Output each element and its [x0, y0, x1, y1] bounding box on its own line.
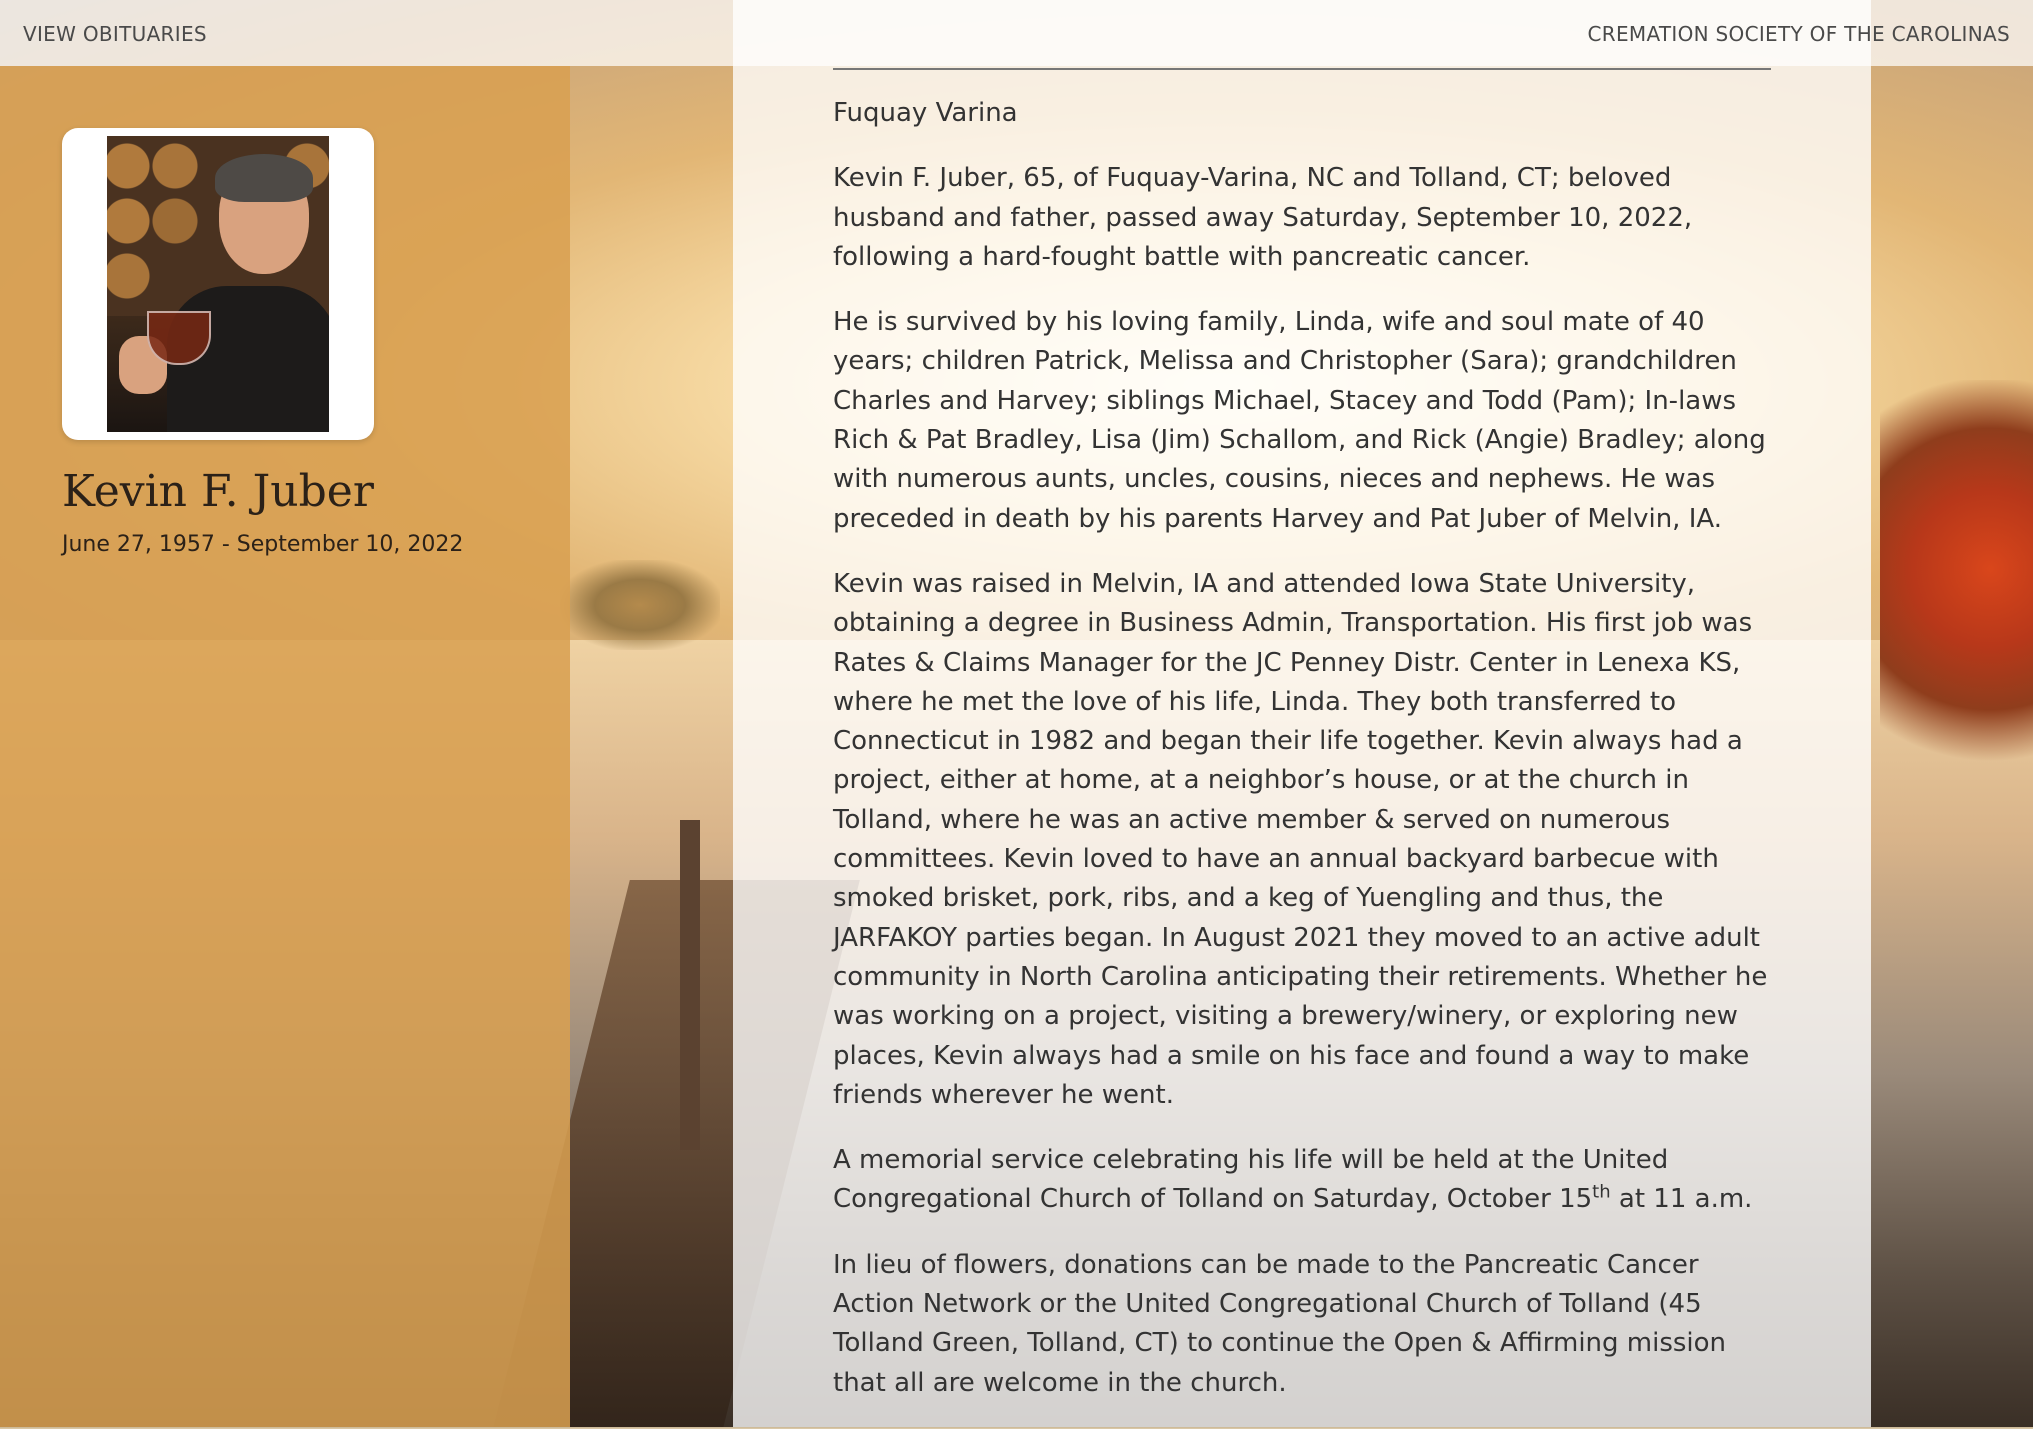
life-dates: June 27, 1957 - September 10, 2022: [62, 532, 464, 557]
memorial-text: A memorial service celebrating his life will be held at the United Congregational Church of Tolland on Saturday, October 15: [833, 1145, 1669, 1215]
profile-photo-card: [62, 128, 374, 440]
profile-photo: [107, 136, 329, 432]
top-navigation-bar: [0, 0, 2033, 66]
content-divider: [833, 68, 1771, 70]
donations-paragraph: In lieu of flowers, donations can be made to the Pancreatic Cancer Action Network or the United Congregational Church of Tolland (45 Tolland Green, Tolland, CT) to continue the Open & Affirming mission that all are welcome in the church.: [833, 1249, 1727, 1398]
obituary-text: [833, 94, 1775, 1429]
obituary-paragraph: Kevin was raised in Melvin, IA and attended Iowa State University, obtaining a degree in Business Admin, Transportation. His first job was Rates & Claims Manager for the JC Penney Distr. Center in Lenexa KS, where he met the love of his life, Linda. They both transferred to Connecticut in 1982 and began their life together. Kevin always had a project, either at home, at a neighbor’s house, or at the church in Tolland, where he was an active member & served on numerous committees. Kevin loved to have an annual backyard barbecue with smoked brisket, pork, ribs, and a keg of Yuengling and thus, the JARFAKOY parties began. In August 2021 they moved to an active adult community in North Carolina anticipating their retirements. Whether he was working on a project, visiting a brewery/winery, or exploring new places, Kevin always had a smile on his face and found a way to make friends wherever he went.: [833, 568, 1768, 1110]
profile-panel: [0, 66, 570, 1427]
photo-person-hair: [215, 154, 313, 202]
view-obituaries-link[interactable]: VIEW OBITUARIES: [23, 22, 207, 46]
obituary-paragraph: Kevin F. Juber, 65, of Fuquay-Varina, NC and Tolland, CT; beloved husband and father, passed away Saturday, September 10, 2022, following a hard-fought battle with pancreatic cancer.: [833, 163, 1693, 272]
background-dock-post: [680, 820, 700, 1150]
ordinal-suffix: th: [1592, 1181, 1611, 1203]
background-distant-trees: [560, 560, 720, 650]
memorial-time: at 11 a.m.: [1610, 1184, 1753, 1215]
funeral-home-link[interactable]: CREMATION SOCIETY OF THE CAROLINAS: [1587, 22, 2010, 46]
photo-beer-glass: [147, 311, 211, 365]
memorial-service-paragraph: [833, 1141, 1775, 1220]
deceased-name: Kevin F. Juber: [62, 466, 374, 517]
background-autumn-tree: [1880, 380, 2033, 800]
obituary-paragraph: He is survived by his loving family, Linda, wife and soul mate of 40 years; children Patrick, Melissa and Christopher (Sara); grandchildren Charles and Harvey; siblings Michael, Stacey and Todd (Pam); In-laws Rich & Pat Bradley, Lisa (Jim) Schallom, and Rick (Angie) Bradley; along with numerous aunts, uncles, cousins, nieces and nephews. He was preceded in death by his parents Harvey and Pat Juber of Melvin, IA.: [833, 307, 1766, 534]
obituary-location: Fuquay Varina: [833, 98, 1018, 128]
obituary-content-panel: [733, 0, 1871, 1427]
